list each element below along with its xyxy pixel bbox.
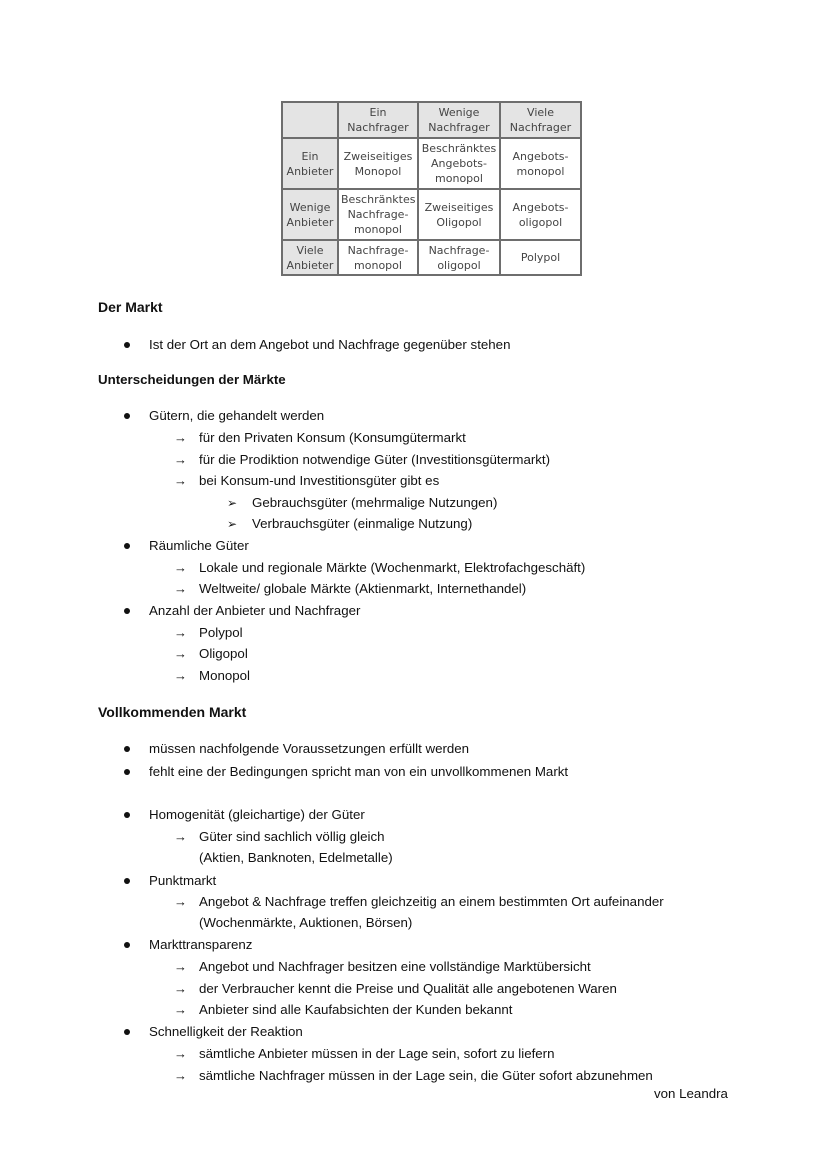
table-header-cell: Viele Nachfrager <box>500 102 581 138</box>
sub-item: Monopol <box>199 668 251 683</box>
table-header-cell: Wenige Nachfrager <box>418 102 500 138</box>
author-signature: von Leandra <box>654 1086 728 1101</box>
list-item: fehlt eine der Bedingungen spricht man von ein unvollkommenen Markt <box>149 764 569 779</box>
bullet-icon <box>124 608 130 614</box>
sub-item: Güter sind sachlich völlig gleich <box>199 829 385 844</box>
sub-item: Weltweite/ globale Märkte (Aktienmarkt, Internethandel) <box>199 581 527 596</box>
table-row-header: Viele Anbieter <box>282 240 338 275</box>
table-row-header: Ein Anbieter <box>282 138 338 189</box>
sub-item: Anbieter sind alle Kaufabsichten der Kunden bekannt <box>199 1002 513 1017</box>
sub-item: Oligopol <box>199 646 248 661</box>
arrow-icon: → <box>174 829 187 844</box>
sub-item: für den Privaten Konsum (Konsumgütermarkt <box>199 430 466 445</box>
sub-item: sämtliche Anbieter müssen in der Lage sein, sofort zu liefern <box>199 1046 555 1061</box>
chevron-bullet-icon: ➢ <box>227 517 238 531</box>
arrow-icon: → <box>174 625 187 640</box>
market-forms-table <box>281 101 582 276</box>
table-header-cell <box>282 102 338 138</box>
arrow-icon: → <box>174 1046 187 1061</box>
table-cell: Beschränktes Angebots- monopol <box>418 138 500 189</box>
sub-item: Lokale und regionale Märkte (Wochenmarkt, Elektrofachgeschäft) <box>199 560 586 575</box>
bullet-icon <box>124 746 130 752</box>
list-item: Gütern, die gehandelt werden <box>149 408 325 423</box>
sub-item-continuation: (Aktien, Banknoten, Edelmetalle) <box>199 850 393 865</box>
arrow-icon: → <box>174 646 187 661</box>
table-cell: Angebots- oligopol <box>500 189 581 240</box>
section-title-vollkommen: Vollkommenden Markt <box>98 704 247 720</box>
sub-item: bei Konsum-und Investitionsgüter gibt es <box>199 473 440 488</box>
table-row-header: Wenige Anbieter <box>282 189 338 240</box>
bullet-icon <box>124 878 130 884</box>
sub-item-continuation: (Wochenmärkte, Auktionen, Börsen) <box>199 915 413 930</box>
arrow-icon: → <box>174 1068 187 1083</box>
chevron-bullet-icon: ➢ <box>227 496 238 510</box>
arrow-icon: → <box>174 452 187 467</box>
sub-item: für die Prodiktion notwendige Güter (Investitionsgütermarkt) <box>199 452 551 467</box>
table-cell: Beschränktes Nachfrage- monopol <box>338 189 418 240</box>
arrow-icon: → <box>174 668 187 683</box>
list-item: müssen nachfolgende Voraussetzungen erfüllt werden <box>149 741 470 756</box>
arrow-icon: → <box>174 1002 187 1017</box>
arrow-icon: → <box>174 560 187 575</box>
section-title-unterscheidungen: Unterscheidungen der Märkte <box>98 372 286 387</box>
bullet-icon <box>124 413 130 419</box>
bullet-icon <box>124 812 130 818</box>
arrow-icon: → <box>174 894 187 909</box>
table-cell: Polypol <box>500 240 581 275</box>
sub-item: sämtliche Nachfrager müssen in der Lage sein, die Güter sofort abzunehmen <box>199 1068 653 1083</box>
sub-item: Angebot & Nachfrage treffen gleichzeitig an einem bestimmten Ort aufeinander <box>199 894 664 909</box>
list-item: Anzahl der Anbieter und Nachfrager <box>149 603 361 618</box>
list-item: Ist der Ort an dem Angebot und Nachfrage gegenüber stehen <box>149 337 511 352</box>
sub-item: Angebot und Nachfrager besitzen eine vollständige Marktübersicht <box>199 959 591 974</box>
arrow-icon: → <box>174 581 187 596</box>
table-cell: Angebots- monopol <box>500 138 581 189</box>
arrow-icon: → <box>174 473 187 488</box>
bullet-icon <box>124 769 130 775</box>
list-item: Räumliche Güter <box>149 538 249 553</box>
bullet-icon <box>124 342 130 348</box>
list-item: Schnelligkeit der Reaktion <box>149 1024 303 1039</box>
sub-item: Polypol <box>199 625 243 640</box>
table-cell: Nachfrage- monopol <box>338 240 418 275</box>
sub-sub-item: Verbrauchsgüter (einmalige Nutzung) <box>252 516 473 531</box>
list-item: Punktmarkt <box>149 873 217 888</box>
arrow-icon: → <box>174 959 187 974</box>
sub-item: der Verbraucher kennt die Preise und Qualität alle angebotenen Waren <box>199 981 617 996</box>
bullet-icon <box>124 543 130 549</box>
list-item: Markttransparenz <box>149 937 253 952</box>
bullet-icon <box>124 1029 130 1035</box>
bullet-icon <box>124 942 130 948</box>
table-cell: Zweiseitiges Oligopol <box>418 189 500 240</box>
table-header-cell: Ein Nachfrager <box>338 102 418 138</box>
table-cell: Zweiseitiges Monopol <box>338 138 418 189</box>
arrow-icon: → <box>174 981 187 996</box>
section-title-markt: Der Markt <box>98 299 163 315</box>
table-cell: Nachfrage- oligopol <box>418 240 500 275</box>
arrow-icon: → <box>174 430 187 445</box>
list-item: Homogenität (gleichartige) der Güter <box>149 807 365 822</box>
sub-sub-item: Gebrauchsgüter (mehrmalige Nutzungen) <box>252 495 498 510</box>
